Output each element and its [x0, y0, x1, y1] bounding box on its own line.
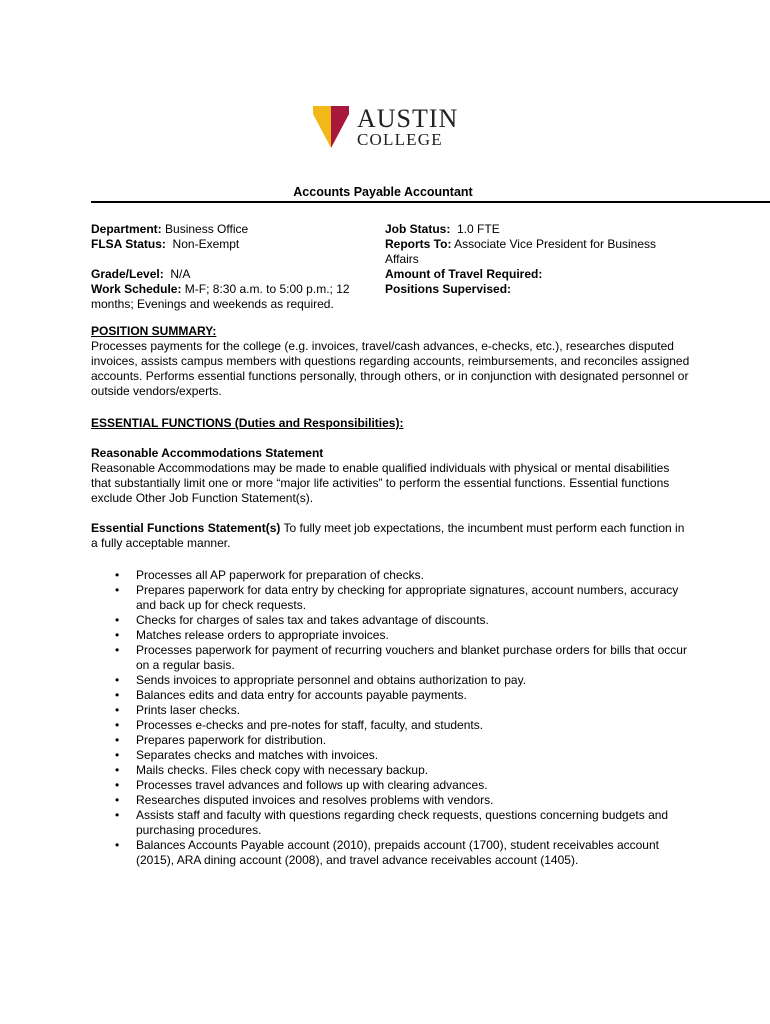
reports-to-value: Associate Vice President for Business Affairs	[385, 237, 657, 266]
list-item: • Processes e-checks and pre-notes for staff, faculty, and students.	[91, 718, 691, 733]
list-item: • Matches release orders to appropriate invoices.	[91, 628, 691, 643]
flsa-label: FLSA Status:	[91, 237, 166, 251]
schedule-row	[91, 282, 376, 312]
travel-row	[385, 267, 685, 282]
accommodations-text: Reasonable Accommodations may be made to enable qualified individuals with physical or mental disabilities that substantially limit one or more “major life activities” to perform the essential functions. Essential functions exclude Other Job Function Statement(s).	[91, 461, 670, 505]
list-item: • Sends invoices to appropriate personnel and obtains authorization to pay.	[91, 673, 691, 688]
austin-college-logo	[311, 104, 461, 154]
supervised-row	[385, 282, 685, 297]
position-summary-section	[91, 324, 691, 399]
grade-row	[91, 267, 376, 282]
spacer	[91, 506, 691, 521]
position-summary-heading: POSITION SUMMARY:	[91, 324, 217, 338]
list-item: • Researches disputed invoices and resolves problems with vendors.	[91, 793, 691, 808]
left-field-column	[91, 222, 376, 312]
logo-wordmark-college: COLLEGE	[357, 130, 443, 149]
essential-statement	[91, 521, 691, 551]
accommodations-heading: Reasonable Accommodations Statement	[91, 446, 324, 460]
essential-statement-text: To fully meet job expectations, the incumbent must perform each function in a fully acceptable manner.	[91, 521, 685, 550]
travel-label: Amount of Travel Required:	[385, 267, 543, 281]
essential-functions-section	[91, 416, 691, 551]
list-item: • Balances Accounts Payable account (2010), prepaids account (1700), student receivables account (2015), ARA dining account (2008), and travel advance receivables account (1405).	[91, 838, 691, 868]
department-label: Department:	[91, 222, 162, 236]
list-item: • Separates checks and matches with invoices.	[91, 748, 691, 763]
list-item: • Prepares paperwork for data entry by checking for appropriate signatures, account numbers, accuracy and back up for check requests.	[91, 583, 691, 613]
shield-icon	[311, 104, 351, 150]
list-item: • Processes paperwork for payment of recurring vouchers and blanket purchase orders for bills that occur on a regular basis.	[91, 643, 691, 673]
department-value: Business Office	[161, 222, 249, 236]
spacer	[91, 252, 376, 267]
spacer	[91, 431, 691, 446]
grade-label: Grade/Level:	[91, 267, 164, 281]
list-item: • Checks for charges of sales tax and takes advantage of discounts.	[91, 613, 691, 628]
grade-value: N/A	[163, 267, 191, 281]
list-item: • Prints laser checks.	[91, 703, 691, 718]
schedule-label: Work Schedule:	[91, 282, 182, 296]
list-item: • Processes all AP paperwork for preparation of checks.	[91, 568, 691, 583]
duties-list	[91, 568, 691, 868]
supervised-label: Positions Supervised:	[385, 282, 512, 296]
job-status-row	[385, 222, 685, 237]
department-row	[91, 222, 376, 237]
title-divider	[91, 201, 770, 203]
position-summary-text: Processes payments for the college (e.g. invoices, travel/cash advances, e-checks, etc.), researches disputed invoices, assists campus members with questions regarding accounts, reimbursements, and reconciles assigned accounts. Performs essential functions personally, through others, or in conjunction with designated personnel or outside vendors/experts.	[91, 339, 690, 398]
logo-wordmark-austin: AUSTIN	[357, 104, 459, 133]
reports-to-label: Reports To:	[385, 237, 452, 251]
essential-functions-heading: ESSENTIAL FUNCTIONS (Duties and Responsibilities):	[91, 416, 404, 430]
page-title: Accounts Payable Accountant	[293, 185, 473, 199]
job-status-label: Job Status:	[385, 222, 451, 236]
right-field-column	[385, 222, 685, 297]
flsa-value: Non-Exempt	[165, 237, 240, 251]
essential-statement-label: Essential Functions Statement(s)	[91, 521, 281, 535]
list-item: • Prepares paperwork for distribution.	[91, 733, 691, 748]
reports-to-row	[385, 237, 685, 267]
schedule-value: M-F; 8:30 a.m. to 5:00 p.m.; 12 months; Evenings and weekends as required.	[91, 282, 350, 311]
list-item: • Assists staff and faculty with questions regarding check requests, questions concerning budgets and purchasing procedures.	[91, 808, 691, 838]
list-item: • Processes travel advances and follows up with clearing advances.	[91, 778, 691, 793]
list-item: • Balances edits and data entry for accounts payable payments.	[91, 688, 691, 703]
flsa-row	[91, 237, 376, 252]
list-item: • Mails checks. Files check copy with necessary backup.	[91, 763, 691, 778]
job-status-value: 1.0 FTE	[450, 222, 500, 236]
